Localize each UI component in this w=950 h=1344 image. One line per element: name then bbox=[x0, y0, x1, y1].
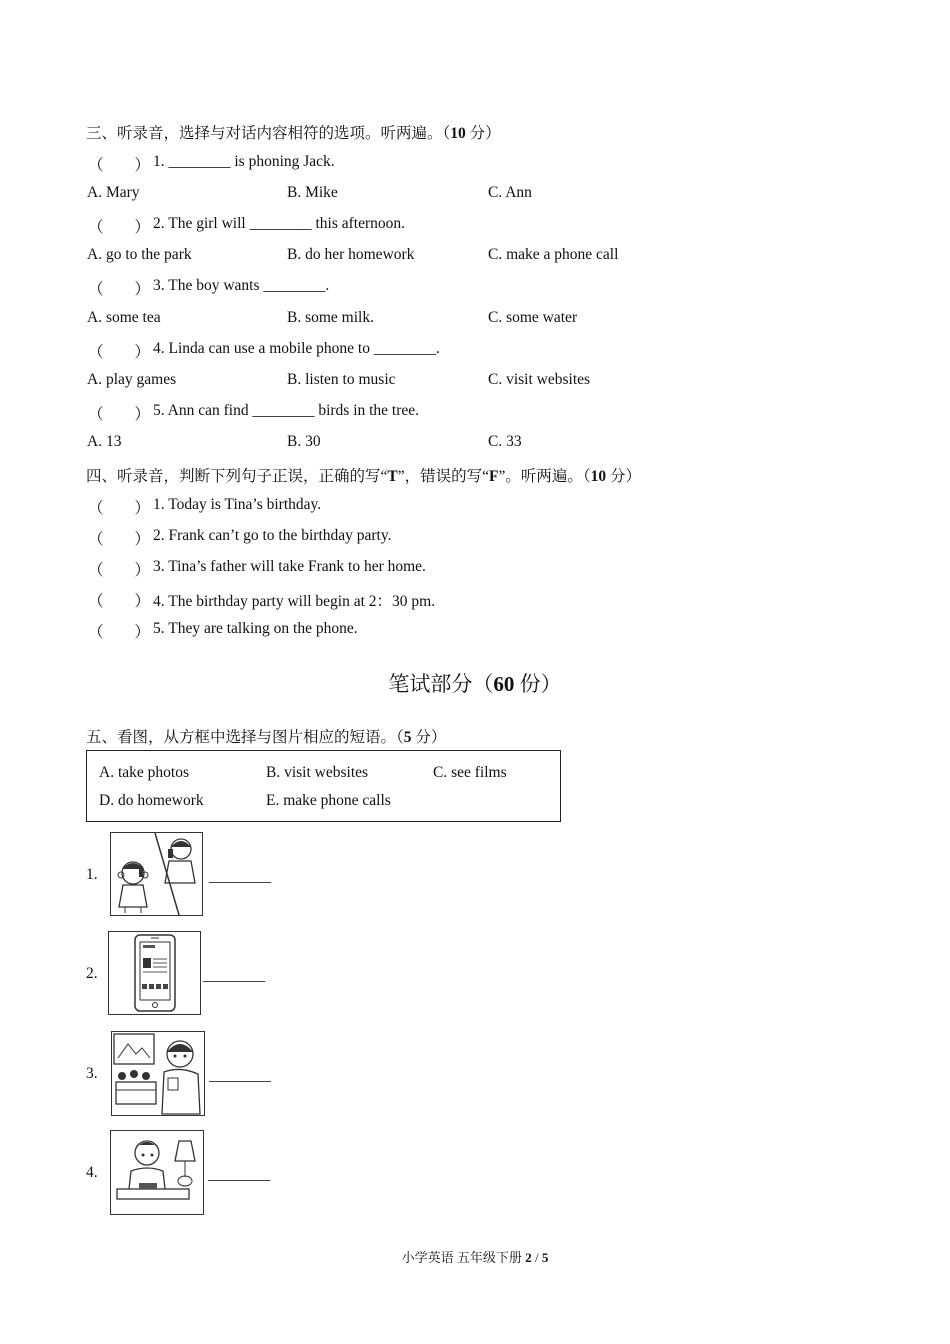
statement-text: 4. The birthday party will begin at 2：30 pm. bbox=[153, 593, 436, 610]
statement-text: 2. Frank can’t go to the birthday party. bbox=[153, 527, 392, 544]
question-text: 2. The girl will ________ this afternoon. bbox=[153, 215, 405, 232]
section3-heading bbox=[86, 121, 501, 143]
item-number: 2. bbox=[86, 965, 98, 982]
option-c: C. visit websites bbox=[488, 371, 591, 388]
answer-bracket[interactable]: （ ） bbox=[88, 406, 151, 423]
question-text: 3. The boy wants ________. bbox=[153, 277, 330, 294]
option-b: B. Mike bbox=[287, 184, 338, 201]
answer-bracket[interactable]: （ ） bbox=[88, 531, 151, 548]
true-mark: T bbox=[387, 468, 398, 485]
section4-score: 10 bbox=[590, 468, 607, 485]
section5-heading bbox=[86, 725, 446, 747]
phrase-e: E. make phone calls bbox=[266, 792, 391, 809]
homework-picture bbox=[110, 1130, 204, 1215]
answer-blank[interactable]: ________ bbox=[209, 868, 271, 885]
phrase-a: A. take photos bbox=[99, 764, 189, 781]
page-total: 5 bbox=[541, 1250, 549, 1265]
option-a: A. go to the park bbox=[87, 246, 192, 263]
answer-blank[interactable]: ________ bbox=[209, 1067, 271, 1084]
section4-heading-mid: ”，错误的写“ bbox=[397, 468, 489, 485]
section5-heading-end: 分） bbox=[411, 729, 447, 746]
section4-heading-mid2: ”。听两遍。（ bbox=[498, 468, 591, 485]
written-part-title bbox=[0, 668, 950, 698]
answer-bracket[interactable]: （ ） bbox=[88, 593, 151, 610]
written-title-text: 笔试部分（ bbox=[388, 672, 494, 696]
section5-heading-text: 五、看图，从方框中选择与图片相应的短语。（ bbox=[86, 729, 404, 746]
section4-heading-end: 分） bbox=[606, 468, 641, 485]
section5-score: 5 bbox=[403, 729, 412, 746]
option-a: A. Mary bbox=[87, 184, 140, 201]
section3-heading-text: 三、听录音，选择与对话内容相符的选项。听两遍。（ bbox=[86, 125, 451, 142]
answer-bracket[interactable]: （ ） bbox=[88, 219, 151, 236]
phrase-b: B. visit websites bbox=[266, 764, 369, 781]
page-number: 2 bbox=[525, 1250, 532, 1265]
statement-text: 1. Today is Tina’s birthday. bbox=[153, 496, 322, 513]
option-c: C. some water bbox=[488, 309, 578, 326]
phone-call-picture bbox=[110, 832, 203, 916]
item-number: 3. bbox=[86, 1065, 98, 1082]
statement-text: 3. Tina’s father will take Frank to her home. bbox=[153, 558, 426, 575]
answer-blank[interactable]: ________ bbox=[203, 967, 265, 984]
page-separator: / bbox=[531, 1250, 542, 1265]
answer-bracket[interactable]: （ ） bbox=[88, 344, 151, 361]
section3-score: 10 bbox=[450, 125, 466, 142]
option-b: B. 30 bbox=[287, 433, 321, 450]
option-b: B. do her homework bbox=[287, 246, 415, 263]
option-c: C. make a phone call bbox=[488, 246, 619, 263]
phrase-c: C. see films bbox=[433, 764, 507, 781]
question-text: 5. Ann can find ________ birds in the tree. bbox=[153, 402, 420, 419]
cinema-picture bbox=[111, 1031, 205, 1116]
answer-bracket[interactable]: （ ） bbox=[88, 562, 151, 579]
option-a: A. some tea bbox=[87, 309, 161, 326]
option-b: B. some milk. bbox=[287, 309, 374, 326]
option-a: A. 13 bbox=[87, 433, 122, 450]
written-title-end: 份） bbox=[514, 672, 562, 696]
section3-heading-end: 分） bbox=[465, 125, 501, 142]
answer-bracket[interactable]: （ ） bbox=[88, 281, 151, 298]
mobile-phone-picture bbox=[108, 931, 201, 1015]
option-c: C. Ann bbox=[488, 184, 532, 201]
item-number: 1. bbox=[86, 866, 98, 883]
answer-bracket[interactable]: （ ） bbox=[88, 157, 151, 174]
section4-heading-text: 四、听录音，判断下列句子正误，正确的写“ bbox=[86, 468, 388, 485]
question-text: 4. Linda can use a mobile phone to ________. bbox=[153, 340, 440, 357]
page-footer bbox=[0, 1247, 950, 1266]
phrase-d: D. do homework bbox=[99, 792, 204, 809]
answer-blank[interactable]: ________ bbox=[208, 1166, 270, 1183]
option-c: C. 33 bbox=[488, 433, 522, 450]
false-mark: F bbox=[489, 468, 499, 485]
option-b: B. listen to music bbox=[287, 371, 396, 388]
statement-text: 5. They are talking on the phone. bbox=[153, 620, 358, 637]
phrase-box bbox=[86, 750, 561, 822]
footer-text: 小学英语 五年级下册 bbox=[401, 1250, 526, 1265]
answer-bracket[interactable]: （ ） bbox=[88, 624, 151, 641]
option-a: A. play games bbox=[87, 371, 177, 388]
item-number: 4. bbox=[86, 1164, 98, 1181]
section4-heading bbox=[86, 464, 641, 486]
written-score: 60 bbox=[493, 672, 515, 696]
answer-bracket[interactable]: （ ） bbox=[88, 500, 151, 517]
question-text: 1. ________ is phoning Jack. bbox=[153, 153, 335, 170]
